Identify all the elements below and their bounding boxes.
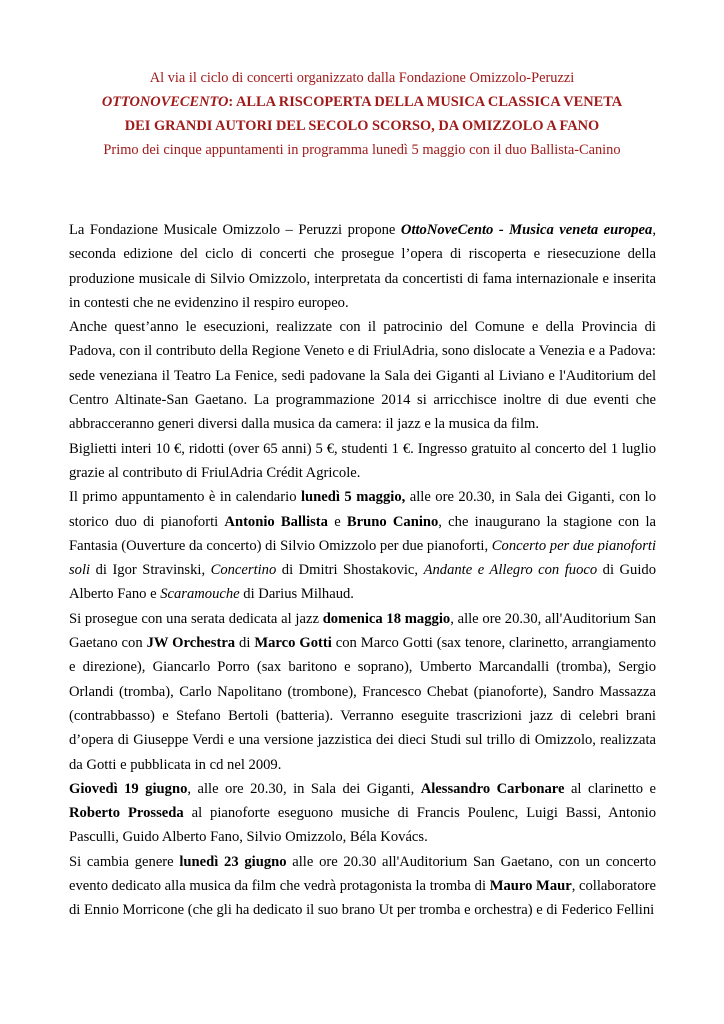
concert-date: lunedì 5 maggio, bbox=[301, 489, 406, 506]
text-run: di Dmitri Shostakovic, bbox=[276, 562, 424, 579]
paragraph-clarinet-concert bbox=[69, 777, 656, 850]
performer-name: Alessandro Carbonare bbox=[420, 780, 565, 797]
header-subtitle: Primo dei cinque appuntamenti in programma lunedì 5 maggio con il duo Ballista-Canino bbox=[103, 142, 621, 158]
concert-date: Giovedì 19 giugno bbox=[69, 780, 188, 797]
performer-name: Bruno Canino bbox=[346, 513, 439, 530]
work-title: Concerto per due pianoforti soli bbox=[69, 537, 656, 579]
text-run: , alle ore 20.30, all'Auditorium San Gaetano con bbox=[69, 610, 656, 652]
text-run: alle ore 20.30, in Sala dei Giganti, con lo storico duo di pianoforti bbox=[69, 489, 657, 530]
performer-name: Antonio Ballista bbox=[224, 513, 328, 530]
performer-name: Roberto Prosseda bbox=[69, 805, 184, 822]
headline-line-1 bbox=[60, 90, 664, 114]
text-run: Si cambia genere bbox=[69, 853, 180, 870]
header-kicker: Al via il ciclo di concerti organizzato dalla Fondazione Omizzolo-Peruzzi bbox=[149, 70, 575, 86]
text-run: al pianoforte eseguono musiche di Francis Poulenc, Luigi Bassi, Antonio Pasculli, Guido Alberto Fano, Silvio Omizzolo, Béla Kovács. bbox=[69, 805, 657, 846]
text-run: di Guido Alberto Fano e bbox=[69, 562, 656, 603]
concert-date: lunedì 23 giugno bbox=[179, 853, 287, 870]
text-run: Si prosegue con una serata dedicata al jazz bbox=[69, 610, 323, 627]
paragraph-venues: Anche quest’anno le esecuzioni, realizzate con il patrocinio del Comune e della Provincia di Padova, con il contributo della Regione Veneto e di FriulAdria, sono dislocate a Venezia e a Padova: sede veneziana il Teatro La Fenice, sedi padovane la Sala dei Giganti al Liviano e l'Auditorium del Centro Altinate-San Gaetano. La programmazione 2014 si arricchisce inoltre di due eventi che abbracceranno generi diversi dalla musica da camera: il jazz e la musica da film. bbox=[69, 319, 656, 433]
headline-line-2: DEI GRANDI AUTORI DEL SECOLO SCORSO, DA OMIZZOLO A FANO bbox=[124, 118, 600, 134]
text-run: al clarinetto e bbox=[564, 780, 657, 797]
press-release-header bbox=[60, 66, 664, 162]
text-run: La Fondazione Musicale Omizzolo – Peruzzi propone bbox=[69, 222, 401, 238]
performer-name: Mauro Maur bbox=[489, 878, 572, 895]
article-body bbox=[69, 218, 656, 923]
series-title: OttoNoveCento - Musica veneta europea bbox=[400, 222, 653, 238]
text-run: , seconda edizione del ciclo di concerti che prosegue l’opera di riscoperta e riesecuzione della produzione musicale di Silvio Omizzolo, interpretata da concertisti di fama internazionale e inserita in contesti che ne evidenzino il respiro europeo. bbox=[69, 222, 656, 311]
text-run: , alle ore 20.30, in Sala dei Giganti, bbox=[187, 780, 421, 797]
text-run: con Marco Gotti (sax tenore, clarinetto, arrangiamento e direzione), Giancarlo Porro (sax baritono e soprano), Umberto Marcandalli (tromba), Sergio Orlandi (tromba), Carlo Napolitano (trombone), Francesco Chebat (pianoforte), Sandro Massazza (contrabbasso) e Stefano Bertoli (batteria). Verranno eseguite trascrizioni jazz di celebri brani d’opera di Giuseppe Verdi e una versione jazzistica dei dieci Studi sul trillo di Omizzolo, realizzata da Gotti e pubblicata in cd nel 2009. bbox=[69, 635, 657, 773]
text-run: Il primo appuntamento è in calendario bbox=[69, 489, 301, 506]
paragraph-first-concert bbox=[69, 485, 656, 606]
paragraph-jazz-concert bbox=[69, 607, 656, 777]
paragraph-intro bbox=[69, 218, 656, 315]
paragraph-tickets: Biglietti interi 10 €, ridotti (over 65 anni) 5 €, studenti 1 €. Ingresso gratuito al concerto del 1 luglio grazie al contributo di FriulAdria Crédit Agricole. bbox=[69, 440, 656, 481]
text-run: di bbox=[235, 635, 255, 652]
text-run: di Igor Stravinski, bbox=[90, 562, 211, 579]
work-title: Concertino bbox=[210, 562, 277, 579]
paragraph-film-concert bbox=[69, 850, 656, 923]
performer-name: Marco Gotti bbox=[254, 635, 332, 652]
concert-date: domenica 18 maggio bbox=[322, 610, 451, 627]
work-title: Scaramouche bbox=[160, 586, 240, 603]
text-run: di Darius Milhaud. bbox=[239, 586, 354, 603]
headline-rest: : ALLA RISCOPERTA DELLA MUSICA CLASSICA VENETA bbox=[228, 94, 623, 110]
text-run: alle ore 20.30 all'Auditorium San Gaetano, con un concerto evento dedicato alla musica da film che vedrà protagonista la tromba di bbox=[69, 853, 656, 895]
text-run: , collaboratore di Ennio Morricone (che gli ha dedicato il suo brano Ut per tromba e orchestra) e di Federico Fellini bbox=[69, 878, 657, 919]
work-title: Andante e Allegro con fuoco bbox=[423, 562, 598, 579]
text-run: , che inaugurano la stagione con la Fantasia (Ouverture da concerto) di Silvio Omizzolo per due pianoforti, bbox=[69, 513, 656, 554]
ensemble-name: JW Orchestra bbox=[146, 635, 236, 652]
headline-series-name: OTTONOVECENTO bbox=[101, 94, 229, 110]
text-run: e bbox=[327, 513, 347, 530]
